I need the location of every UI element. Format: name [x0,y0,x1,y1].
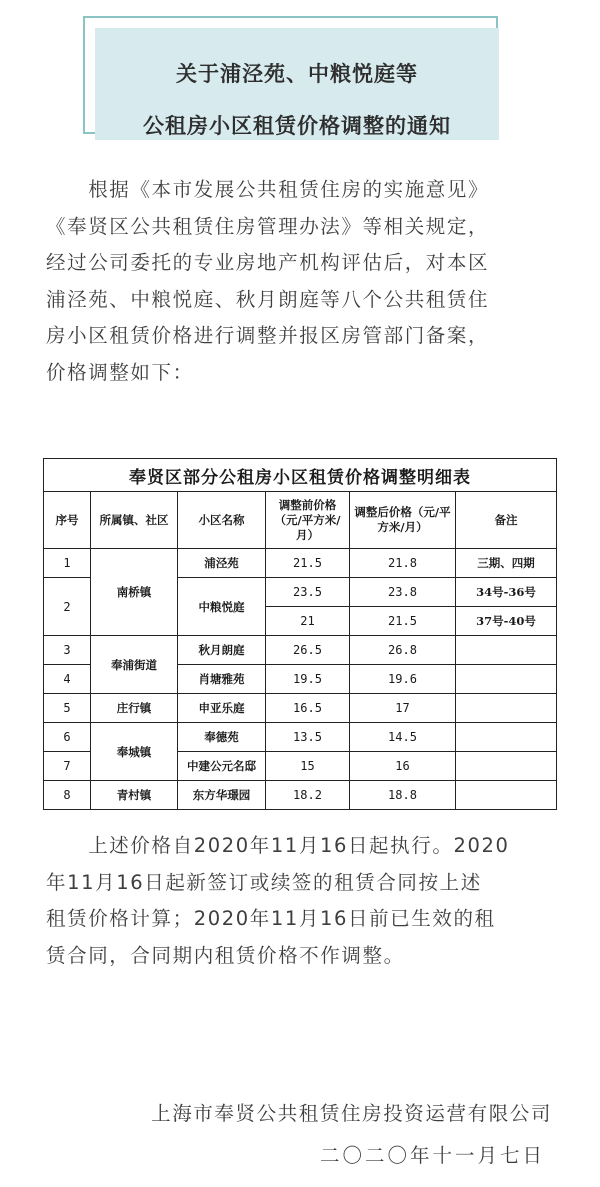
notice-title-line-1: 关于浦泾苑、中粮悦庭等 [176,62,418,86]
cell-price-after: 16 [350,752,456,781]
cell-community: 浦泾苑 [178,549,266,578]
signature-date: 二〇二〇年十一月七日 [319,1144,545,1167]
table-row [44,636,557,665]
cell-town: 奉浦街道 [91,636,178,694]
cell-note [456,723,557,752]
price-adjustment-table [43,458,557,810]
cell-town: 奉城镇 [91,723,178,781]
cell-seq: 3 [44,636,91,665]
closing-line: 年11月16日起新签订或续签的租赁合同按上述 [46,870,482,894]
cell-note [456,781,557,810]
closing-line: 上述价格自2020年11月16日起执行。2020 [46,834,510,857]
notice-title-box [83,16,513,136]
cell-community: 中建公元名邸 [178,752,266,781]
cell-community: 申亚乐庭 [178,694,266,723]
cell-seq: 1 [44,549,91,578]
cell-price-before: 18.2 [266,781,350,810]
cell-price-before: 19.5 [266,665,350,694]
cell-community: 奉德苑 [178,723,266,752]
cell-community: 中粮悦庭 [178,578,266,636]
signature-company: 上海市奉贤公共租赁住房投资运营有限公司 [151,1102,552,1125]
cell-town: 庄行镇 [91,694,178,723]
intro-line: 浦泾苑、中粮悦庭、秋月朗庭等八个公共租赁住 [46,287,490,311]
cell-note [456,752,557,781]
intro-line: 《奉贤区公共租赁住房管理办法》等相关规定， [46,214,490,238]
intro-line: 经过公司委托的专业房地产机构评估后，对本区 [46,251,490,274]
cell-price-before: 16.5 [266,694,350,723]
cell-note: 三期、四期 [456,549,557,578]
intro-line: 价格调整如下： [46,360,194,384]
cell-seq: 5 [44,694,91,723]
cell-town: 南桥镇 [91,549,178,636]
table-title: 奉贤区部分公租房小区租赁价格调整明细表 [44,459,557,492]
header-price-before: 调整前价格（元/平方米/月） [266,492,350,549]
cell-community: 肖塘雅苑 [178,665,266,694]
cell-price-after: 14.5 [350,723,456,752]
cell-price-before: 21.5 [266,549,350,578]
header-town: 所属镇、社区 [91,492,178,549]
cell-price-after: 21.5 [350,607,456,636]
cell-seq: 7 [44,752,91,781]
cell-price-after: 21.8 [350,549,456,578]
table-row [44,781,557,810]
cell-town: 青村镇 [91,781,178,810]
closing-line: 赁合同，合同期内租赁价格不作调整。 [46,943,405,967]
header-seq: 序号 [44,492,91,549]
cell-price-after: 17 [350,694,456,723]
cell-seq: 8 [44,781,91,810]
table-header-row [44,492,557,549]
cell-price-before: 15 [266,752,350,781]
intro-line: 房小区租赁价格进行调整并报区房管部门备案， [46,324,490,347]
cell-note: 34号-36号 [456,578,557,607]
header-community: 小区名称 [178,492,266,549]
cell-community: 秋月朗庭 [178,636,266,665]
cell-seq: 4 [44,665,91,694]
closing-paragraph [46,828,566,974]
cell-seq: 6 [44,723,91,752]
cell-price-after: 19.6 [350,665,456,694]
cell-price-before: 23.5 [266,578,350,607]
table-row [44,694,557,723]
closing-line: 租赁价格计算；2020年11月16日前已生效的租 [46,907,496,930]
cell-price-after: 26.8 [350,636,456,665]
cell-price-before: 13.5 [266,723,350,752]
header-note: 备注 [456,492,557,549]
table-row [44,549,557,578]
cell-seq: 2 [44,578,91,636]
cell-price-before: 26.5 [266,636,350,665]
table-row [44,723,557,752]
cell-note [456,636,557,665]
notice-title-line-2: 公租房小区租赁价格调整的通知 [143,114,451,138]
cell-price-after: 23.8 [350,578,456,607]
cell-price-after: 18.8 [350,781,456,810]
cell-community: 东方华璟园 [178,781,266,810]
cell-note: 37号-40号 [456,607,557,636]
cell-note [456,665,557,694]
intro-paragraph [46,172,566,391]
header-price-after: 调整后价格（元/平方米/月） [350,492,456,549]
intro-line: 根据《本市发展公共租赁住房的实施意见》 [46,178,490,201]
cell-note [456,694,557,723]
cell-price-before: 21 [266,607,350,636]
